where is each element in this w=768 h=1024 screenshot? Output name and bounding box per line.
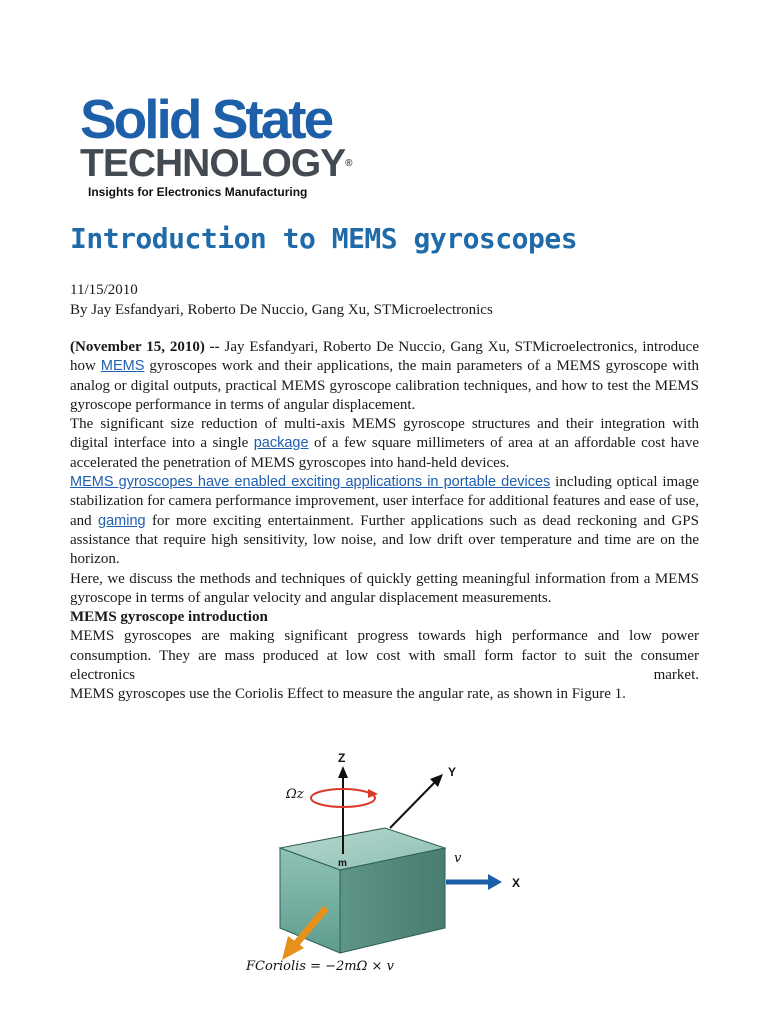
mass-label: m	[338, 858, 347, 869]
article-body	[70, 338, 699, 705]
logo-tagline: Insights for Electronics Manufacturing	[88, 185, 308, 199]
paragraph-methods: Here, we discuss the methods and techniques of quickly getting meaningful information from a MEMS gyroscope in terms of angular velocity and angular displacement measurements.	[70, 570, 699, 606]
size-text-1: The significant size reduction of multi-axis MEMS gyroscope structures and their integration with digital interface into a single	[70, 416, 699, 452]
article-byline: By Jay Esfandyari, Roberto De Nuccio, Gang Xu, STMicroelectronics	[70, 302, 493, 318]
x-axis-label: X	[512, 876, 521, 890]
intro-date: (November 15, 2010) --	[70, 339, 220, 355]
logo-solid-state: Solid State	[80, 88, 332, 150]
coriolis-diagram	[240, 748, 540, 988]
velocity-label: v	[454, 851, 462, 866]
y-axis-line	[390, 781, 436, 828]
velocity-arrowhead	[488, 874, 502, 890]
mems-link[interactable]: MEMS	[100, 358, 145, 375]
article-title: Introduction to MEMS gyroscopes	[70, 222, 578, 255]
logo-technology-text: TECHNOLOGY	[80, 142, 346, 185]
size-text-2: of a few square millimeters of area at an affordable cost have accelerated the penetration of MEMS gyroscopes into hand-held devices.	[70, 435, 699, 471]
z-axis-label: Z	[338, 751, 346, 765]
applications-text-1: including optical image stabilization for camera performance improvement, user interface for additional features and ease of use, and	[70, 474, 699, 529]
section-heading: MEMS gyroscope introduction	[70, 609, 268, 626]
rotation-arrowhead	[368, 789, 378, 798]
coriolis-formula: FCoriolis = −2mΩ × v	[246, 959, 394, 974]
y-axis-label: Y	[448, 765, 457, 779]
paragraph-applications	[70, 473, 699, 569]
article-date: 11/15/2010	[70, 282, 138, 298]
logo-registered-mark: ®	[345, 158, 353, 169]
paragraph-progress: MEMS gyroscopes are making significant progress towards high performance and low power consumption. They are mass produced at low cost with small form factor to suit the consumer electronics market.	[70, 628, 699, 684]
logo	[80, 88, 370, 202]
paragraph-coriolis: MEMS gyroscopes use the Coriolis Effect to measure the angular rate, as shown in Figure 1.	[70, 686, 626, 703]
paragraph-intro	[70, 338, 699, 415]
omega-z-label: Ωz	[286, 787, 304, 802]
z-axis-arrowhead	[338, 766, 348, 778]
applications-text-2: for more exciting entertainment. Further applications such as dead reckoning and GPS assistance that require high sensitivity, low noise, and low drift over temperature and time are on the horizon.	[70, 512, 699, 568]
applications-link[interactable]: MEMS gyroscopes have enabled exciting applications in portable devices	[70, 474, 551, 491]
intro-text-1: Jay Esfandyari, Roberto De Nuccio, Gang Xu, STMicroelectronics, introduce how	[70, 339, 699, 375]
gaming-link[interactable]: gaming	[98, 512, 146, 529]
package-link[interactable]: package	[253, 435, 309, 452]
intro-text-2: gyroscopes work and their applications, the main parameters of a MEMS gyroscope with analog or digital outputs, practical MEMS gyroscope calibration techniques, and how to test the MEMS gyroscope performance in terms of angular displacement.	[70, 358, 699, 413]
article-meta	[70, 280, 493, 320]
paragraph-size-reduction	[70, 415, 699, 473]
figure-1	[240, 748, 540, 988]
logo-technology	[80, 142, 370, 185]
